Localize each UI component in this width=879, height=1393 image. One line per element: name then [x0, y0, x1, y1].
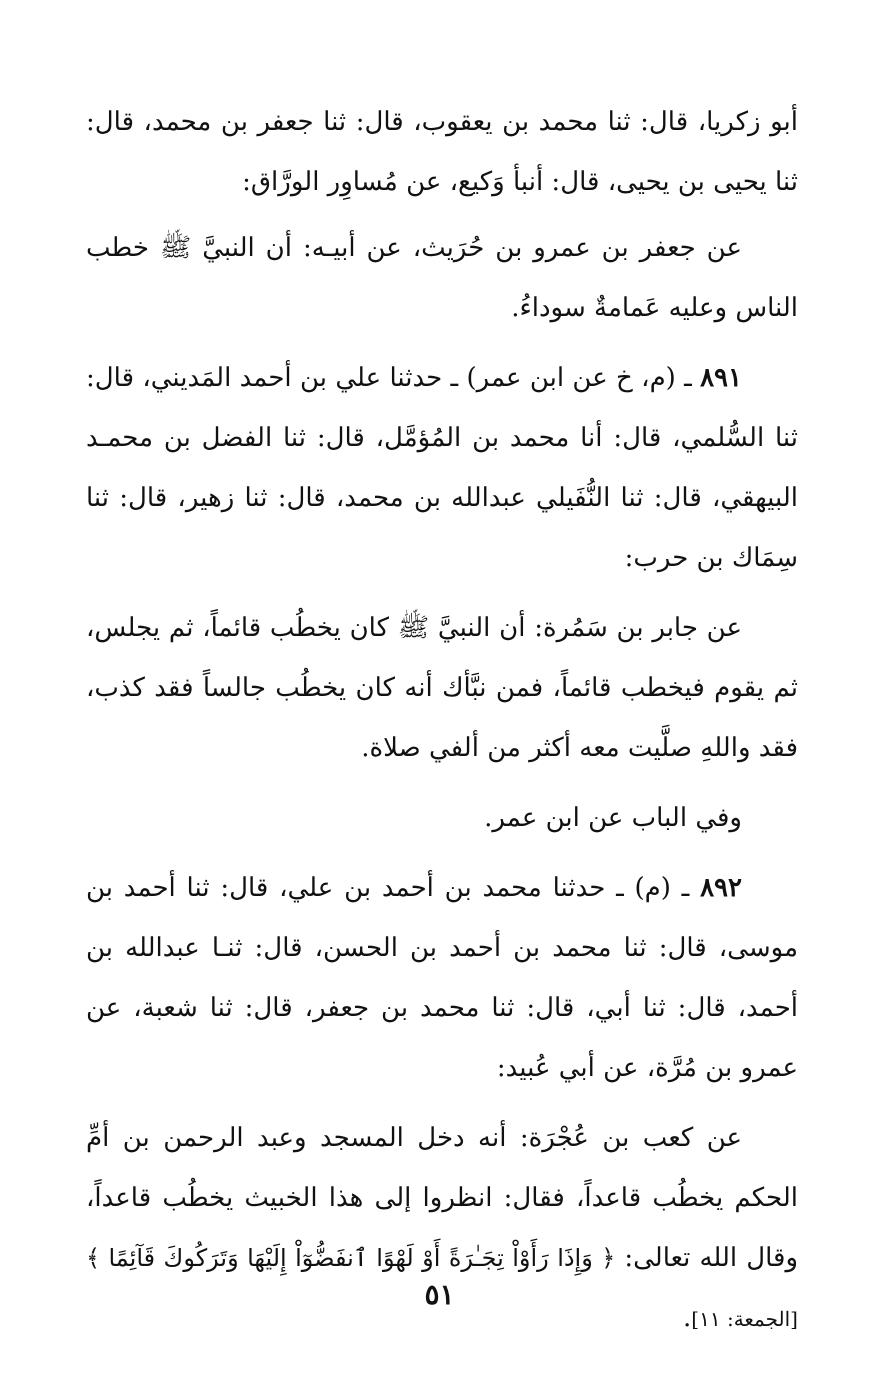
- bab-note: [86, 788, 798, 848]
- isnad-text: أبو زكريا، قال: ثنا محمد بن يعقوب، قال: ثنا جعفر بن محمد، قال: ثنا يحيى بن يحيى، قال: أنبأ وَكيع، عن مُساوِر الورَّاق:: [86, 107, 798, 197]
- matn-text: عن جابر بن سَمُرة: أن النبيَّ ﷺ كان يخطُب قائماً، ثم يجلس، ثم يقوم فيخطب قائماً، فمن نبَّأك أنه كان يخطُب جالساً فقد كذب، فقد واللهِ صلَّيت معه أكثر من ألفي صلاة.: [86, 613, 798, 763]
- end-mark: .: [683, 1303, 692, 1333]
- verse-reference: [الجمعة: ١١]: [691, 1307, 798, 1331]
- page-body: [86, 92, 798, 1359]
- hadith-matn: [86, 598, 798, 778]
- isnad-text: ـ (م، خ عن ابن عمر) ـ حدثنا علي بن أحمد المَديني، قال: ثنا السُّلمي، قال: أنا محمد بن المُؤمَّل، قال: ثنا الفضل بن محمـد البيهقي، قال: ثنا النُّفَيلي عبدالله بن محمد، قال: ثنا زهير، قال: ثنا سِمَاك بن حرب:: [86, 363, 798, 573]
- hadith-number: ٨٩١: [700, 363, 742, 393]
- isnad-text: ـ (م) ـ حدثنا محمد بن أحمد بن علي، قال: ثنا أحمد بن موسى، قال: ثنا محمد بن أحمد بن الحسن، قال: ثنـا عبدالله بن أحمد، قال: ثنا أبي، قال: ثنا محمد بن جعفر، قال: ثنا شعبة، عن عمرو بن مُرَّة، عن أبي عُبيد:: [86, 873, 798, 1083]
- quran-verse: ﴿ وَإِذَا رَأَوْاْ تِجَـٰرَةً أَوْ لَهْوًا ٱنفَضُّوٓاْ إِلَيْهَا وَتَرَكُوكَ قَآئِمًا ﴾: [86, 1244, 616, 1272]
- matn-text: عن كعب بن عُجْرَة: أنه دخل المسجد وعبد الرحمن بن أمِّ الحكم يخطُب قاعداً، فقال: انظروا إلى هذا الخبيث يخطُب قاعداً، وقال الله تعالى:: [86, 1123, 799, 1273]
- isnad-continuation: [86, 92, 798, 212]
- hadith-isnad: [86, 348, 798, 588]
- hadith-isnad: [86, 858, 798, 1098]
- hadith-matn: [86, 1108, 798, 1349]
- matn-text: عن جعفر بن عمرو بن حُرَيث، عن أبيـه: أن النبيَّ ﷺ خطب الناس وعليه عَمامةٌ سوداءُ.: [86, 233, 798, 323]
- hadith-number: ٨٩٢: [700, 873, 742, 903]
- page-number: ٥١: [424, 1278, 455, 1311]
- bab-text: وفي الباب عن ابن عمر.: [484, 803, 742, 833]
- hadith-matn: [86, 218, 798, 338]
